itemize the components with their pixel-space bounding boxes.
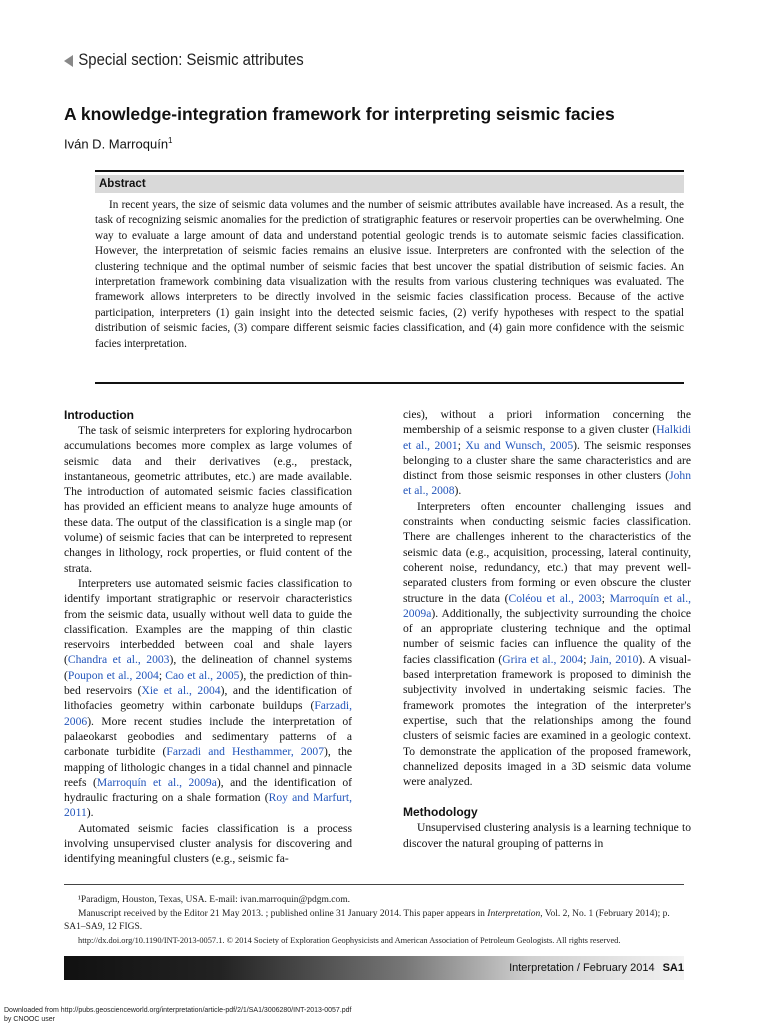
left-column [64, 407, 352, 867]
ref-link-xie[interactable]: Xie et al., 2004 [141, 684, 221, 698]
footnote-manuscript [64, 908, 689, 934]
abstract-top-rule [95, 170, 684, 172]
footer-bar [64, 956, 684, 980]
ref-link-marroquin[interactable]: Marroquín et al., 2009a [96, 775, 217, 789]
ref-link-poupon[interactable]: Poupon et al., 2004 [67, 668, 159, 682]
text-run: ). More recent studies include the interpretation of palaeokarst geobodies and sedimentary patterns of a carbonate turbidite ( [64, 714, 352, 759]
text-run: ). A visual-based interpretation framework is proposed to diminish the subjectivity involved in undertaking seismic facies. The framework promotes the integration of the interpreter's expertise, such that the relationships among the found clusters of seismic facies are examined in a geologic context. To demonstrate the application of the proposed framework, channelized deposits imaged in a 3D seismic data volume were analyzed. [403, 652, 691, 789]
abstract-bottom-rule [95, 382, 684, 384]
text-run: Manuscript received by the Editor 21 May 2013. ; published online 31 January 2014. This paper appears in [78, 909, 488, 919]
text-run: , Vol. 2, No. 1 (February 2014); p. SA1–SA9, 12 FIGS. [64, 909, 670, 932]
author-footnote-mark: 1 [168, 136, 173, 145]
abstract-box [95, 170, 684, 352]
ref-link-xu[interactable]: Xu and Wunsch, 2005 [465, 438, 574, 452]
ref-link-farzadi-hesthammer[interactable]: Farzadi and Hesthammer, 2007 [166, 745, 324, 759]
text-run: ; [583, 652, 591, 666]
download-note-url: Downloaded from http://pubs.geoscienceworld.org/interpretation/article-pdf/2/1/SA1/3006280/INT-2013-0057.pdf [4, 1007, 352, 1014]
intro-paragraph-1: The task of seismic interpreters for exploring hydrocarbon accumulations becomes more complex as large volumes of seismic data and their derivatives (e.g., prestack, instantaneous, geometric attributes, etc.) are made available. The introduction of automated seismic facies classification has provided an efficient means to analyze huge amounts of these data. The output of the classification is a single map (or volume) of seismic facies that can be interpreted to represent changes in lithology, rock properties, or fluid content of the strata. [64, 424, 352, 575]
text-run: cies), without a priori information concerning the membership of a seismic response to a given cluster ( [403, 408, 691, 437]
ref-link-john[interactable]: John et al., 2008 [403, 469, 691, 498]
intro-paragraph-3: Automated seismic facies classification is a process involving unsupervised cluster analysis for discovering and identifying meaningful clusters (e.g., seismic fa- [64, 821, 352, 866]
footer-page-number: SA1 [662, 962, 684, 974]
text-run: ), the prediction of thin-bed reservoirs ( [64, 668, 352, 698]
text-run: Interpreters often encounter challenging issues and constraints when conducting seismic facies classification. There are challenges inherent to the characteristics of the seismic data (e.g., acquisition, processing, lateral continuity, coherent noise, redundancy, etc.) that may prevent well-separated clusters from forming or even obscure the cluster structure in the data ( [403, 499, 691, 605]
text-run: ). The seismic responses belonging to a cluster share the same characteristics and are distinct from those seismic responses in other clusters ( [403, 438, 692, 483]
footnote-affiliation: ¹Paradigm, Houston, Texas, USA. E-mail: ivan.marroquin@pdgm.com. [78, 895, 350, 905]
right-paragraph-1 [403, 407, 691, 499]
intro-paragraph-2 [64, 576, 352, 821]
ref-link-jain[interactable]: Jain, 2010 [590, 652, 639, 666]
text-run: ), and the identification of lithofacies geometry within carbonate buildups ( [64, 684, 352, 713]
download-note-user: by CNOOC user [4, 1016, 55, 1023]
footer-text [509, 956, 684, 980]
text-run: ; [457, 438, 466, 452]
introduction-heading: Introduction [64, 408, 134, 422]
text-run: ). [454, 484, 462, 498]
right-column [403, 407, 691, 851]
section-tag [64, 51, 304, 70]
abstract-heading: Abstract [95, 175, 684, 193]
text-run: ), the mapping of lithologic changes in a tidal channel and pinnacle reefs ( [64, 745, 353, 789]
ref-link-halkidi[interactable]: Halkidi et al., 2001 [403, 423, 691, 452]
author-name: Iván D. Marroquín [64, 136, 169, 152]
author [64, 136, 173, 151]
ref-link-coleou[interactable]: Coléou et al., 2003 [508, 591, 602, 605]
text-run: ), the delineation of channel systems ( [64, 653, 352, 682]
ref-link-farzadi[interactable]: Farzadi, 2006 [64, 699, 352, 728]
footnote-doi: http://dx.doi.org/10.1190/INT-2013-0057.1. © 2014 Society of Exploration Geophysicists and American Association of Petroleum Geologists. All rights reserved. [78, 936, 621, 945]
ref-link-cao[interactable]: Cao et al., 2005 [165, 668, 240, 682]
back-triangle-icon [64, 55, 73, 67]
text-run: ), and the identification of hydraulic fracturing on a shale formation ( [64, 775, 352, 805]
ref-link-chandra[interactable]: Chandra et al., 2003 [67, 653, 170, 667]
ref-link-roy[interactable]: Roy and Marfurt, 2011 [64, 791, 352, 820]
text-run: ). [86, 806, 94, 820]
ref-link-marroquin-2[interactable]: Marroquín et al., 2009a [403, 591, 691, 620]
text-run: ; [601, 591, 610, 605]
journal-name: Interpretation [487, 909, 541, 919]
text-run: Interpreters use automated seismic facies classification to identify important stratigraphic or reservoir characteristics from the seismic data, usually without well data to guide the classification. Examples are the mapping of thin clastic reservoirs interbedded between coal and shale layers ( [64, 576, 352, 667]
abstract-text: In recent years, the size of seismic data volumes and the number of seismic attributes available have increased. As a result, the task of recognizing seismic anomalies for the prediction of stratigraphic features or reservoir properties can be overwhelming. One way to evaluate a large amount of data and understand potential geologic trends is to automate seismic facies classification. However, the interpretation of seismic facies remains an elusive issue. Interpreters are confronted with the selection of the clustering technique and the optimal number of seismic facies that best uncover the spatial distribution of seismic facies. An interpretation framework combining data visualization with the results from various clustering techniques was evaluated. The framework allows interpreters to be directly involved in the seismic facies classification process. Because of the active participation, interpreters (1) gain insight into the detected seismic facies, (2) verify hypotheses with respect to the spatial distribution of seismic facies, (3) compare different seismic facies classification, and (4) gain more confidence with the seismic facies interpretation. [95, 199, 684, 350]
text-run: ; [158, 668, 166, 682]
right-paragraph-2 [403, 499, 691, 790]
footnote-rule [64, 884, 684, 885]
footer-journal: Interpretation / February 2014 [509, 962, 655, 974]
text-run: ). Additionally, the subjectivity surrounding the choice of an appropriate clustering technique and the optimal number of seismic facies can influence the quality of the facies classification ( [403, 606, 691, 666]
section-label: Special section: Seismic attributes [78, 51, 304, 69]
methodology-heading: Methodology [403, 805, 478, 820]
ref-link-grira[interactable]: Grira et al., 2004 [502, 652, 584, 666]
methodology-paragraph-1: Unsupervised clustering analysis is a learning technique to discover the natural grouping of patterns in [403, 821, 691, 850]
paper-title: A knowledge-integration framework for interpreting seismic facies [64, 104, 615, 124]
